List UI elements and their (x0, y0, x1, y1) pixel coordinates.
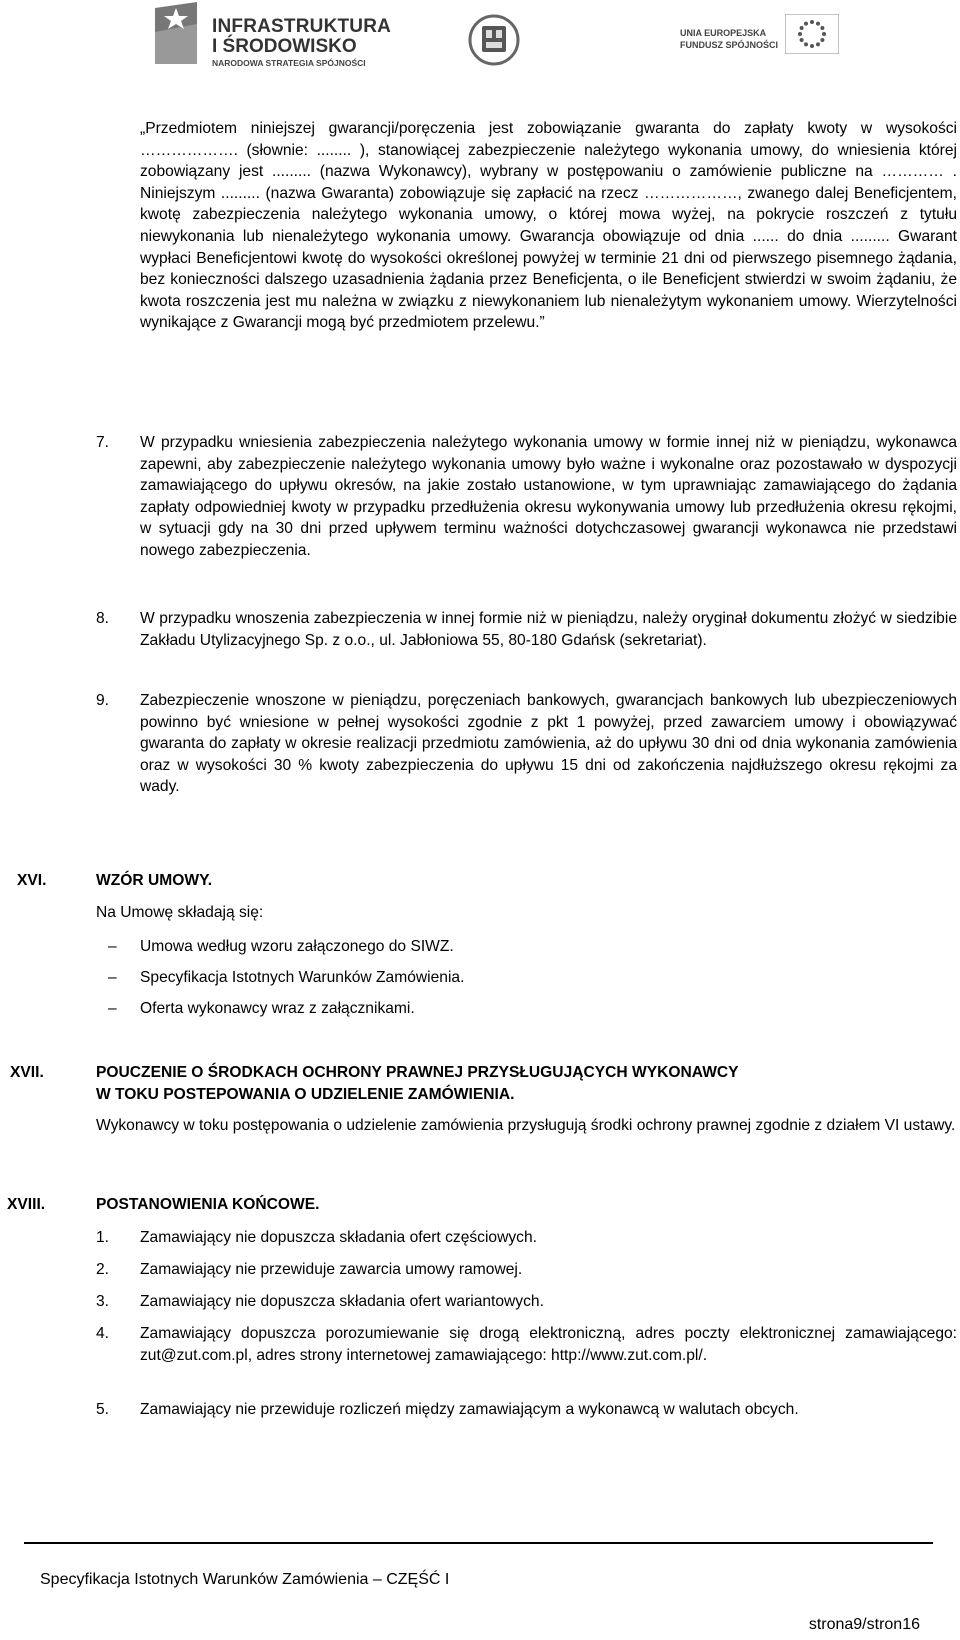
list-item: 3. Zamawiający nie dopuszcza składania ofert wariantowych. (96, 1293, 544, 1310)
logo-emblem-icon (155, 2, 197, 64)
item-text: W przypadku wniesienia zabezpieczenia należytego wykonania umowy w formie innej niż w pieniądzu, wykonawca zapewni, aby zabezpieczenie należytego wykonania umowy było ważne i wykonalne oraz pozostawało w dyspozycji zamawiającego do upływu okresów, na jakie zostało ustanowione, w tym uprawniając zamawiającego do żądania zapłaty odpowiedniej kwoty w przypadku przedłużenia okresu wykonywania umowy lub przedłużenia okresu rękojmi, w sytuacji gdy na 30 dni przed upływem terminu ważności dotychczasowej gwarancji wykonawca nie przedstawi nowego zabezpieczenia. (140, 434, 957, 559)
page-number: strona9/stron16 (808, 1616, 920, 1633)
section-body: Wykonawcy w toku postępowania o udzielenie zamówienia przysługują środki ochrony prawnej zgodnie z działem VI ustawy. (96, 1117, 956, 1134)
guarantee-quote: „Przedmiotem niniejszej gwarancji/poręczenia jest zobowiązanie gwaranta do zapłaty kwoty w wysokości ………………. (słownie: ........ ), stanowiącej zabezpieczenie należytego wykonania umowy, do wniesienia której zobowiązany jest ......... (nazwa Wykonawcy), wybrany w postępowaniu o zamówienie publiczne na ………… . Niniejszym ......... (nazwa Gwaranta) zobowiązuje się zapłacić na rzecz ………………, zwanego dalej Beneficjentem, kwotę zabezpieczenia należytego wykonania umowy, o której mowa wyżej, na pokrycie roszczeń z tytułu niewykonania lub nienależytego wykonania umowy. Gwarancja obowiązuje od dnia ...... do dnia ......... Gwarant wypłaci Beneficjentowi kwotę do wysokości określonej powyżej w terminie 21 dni od pierwszego pisemnego żądania, bez konieczności dalszego uzasadnienia żądania przez Beneficjenta, o ile Beneficjent stwierdzi w swoim żądaniu, że kwota roszczenia jest mu należna w związku z niewykonaniem lub nienależytym wykonaniem umowy. Wierzytelności wynikające z Gwarancji mogą być przedmiotem przelewu.” (140, 120, 957, 332)
infrastruktura-logo (155, 2, 405, 68)
item-text: Zabezpieczenie wnoszone w pieniądzu, poręczeniach bankowych, gwarancjach bankowych lub ubezpieczeniowych powinno być wniesione w pełnej wysokości zgodnie z pkt 1 powyżej, przed zawarciem umowy i obowiązywać gwaranta do zapłaty w okresie realizacji przedmiotu zamówienia, aż do upływu 30 dni od dnia wykonania zamówienia oraz w wysokości 30 % kwoty zabezpieczenia do upływu 15 dni od zakończenia najdłuższego okresu rękojmi za wady. (140, 692, 957, 796)
list-item (96, 690, 957, 798)
eu-logo-line-1: UNIA EUROPEJSKA (680, 28, 767, 38)
list-item: 2. Zamawiający nie przewiduje zawarcia umowy ramowej. (96, 1261, 523, 1278)
item-number: 9. (96, 692, 110, 709)
list-item: 4. Zamawiający dopuszcza porozumiewanie się drogą elektroniczną, adres poczty elektronicznej zamawiającego: zut@zut.com.pl, adres strony internetowej zamawiającego: http://www.zut.com.pl/. (96, 1325, 957, 1364)
page-header (0, 0, 960, 80)
eu-logo-line-2: FUNDUSZ SPÓJNOŚCI (680, 40, 779, 50)
section-number: XVI. (17, 872, 47, 889)
section-title: WZÓR UMOWY. (96, 872, 213, 889)
item-text: W przypadku wnoszenia zabezpieczenia w innej formie niż w pieniądzu, należy oryginał dokumentu złożyć w siedzibie Zakładu Utylizacyjnego Sp. z o.o., ul. Jabłoniowa 55, 80-180 Gdańsk (sekretariat). (140, 610, 957, 649)
section-intro: Na Umowę składają się: (96, 904, 264, 921)
item-number: 7. (96, 434, 110, 451)
list-item: 5. Zamawiający nie przewiduje rozliczeń między zamawiającym a wykonawcą w walutach obcych. (96, 1401, 799, 1418)
footer-title: Specyfikacja Istotnych Warunków Zamówienia – CZĘŚĆ I (40, 1571, 450, 1588)
logo-line-3: NARODOWA STRATEGIA SPÓJNOŚCI (212, 58, 366, 68)
section-number: XVII. (10, 1064, 44, 1081)
list-item (96, 432, 957, 562)
list-item: 1. Zamawiający nie dopuszcza składania ofert częściowych. (96, 1229, 537, 1246)
eu-flag-icon (785, 14, 839, 54)
section-title: POUCZENIE O ŚRODKACH OCHRONY PRAWNEJ PRZYSŁUGUJĄCYCH WYKONAWCY W TOKU POSTEPOWANIA O UDZIELENIE ZAMÓWIENIA. (96, 1064, 739, 1103)
item-number: 8. (96, 610, 110, 627)
footer-divider (24, 1542, 933, 1544)
crest-logo-icon (468, 12, 520, 68)
section-title: POSTANOWIENIA KOŃCOWE. (96, 1196, 320, 1213)
logo-line-1: INFRASTRUKTURA (212, 16, 392, 37)
eu-logo (680, 14, 920, 64)
logo-line-2: I ŚRODOWISKO (212, 36, 357, 57)
section-number: XVIII. (7, 1196, 46, 1213)
list-item (96, 608, 957, 651)
